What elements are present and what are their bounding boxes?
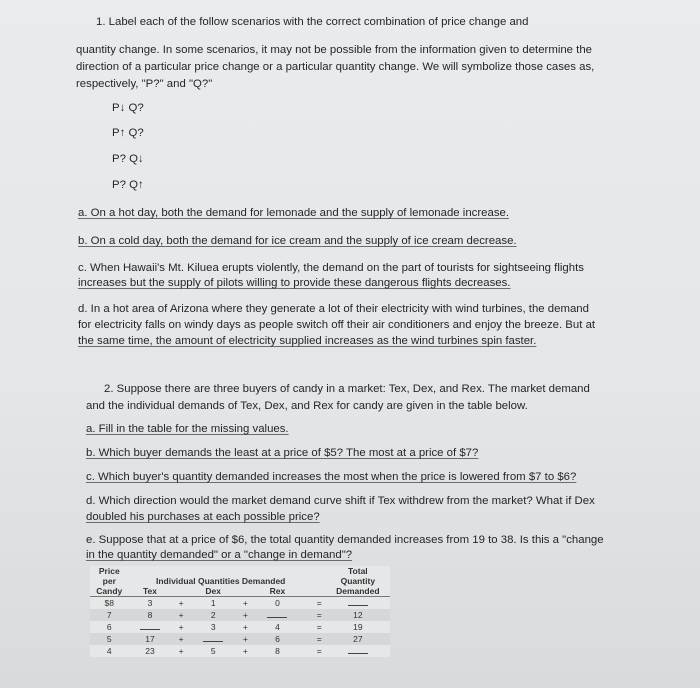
total-cell (326, 597, 390, 610)
total-cell: 27 (353, 633, 363, 644)
price-cell: 7 (106, 609, 112, 620)
q1-intro-line-1: 1. Label each of the follow scenarios with the correct combination of price change and (96, 16, 529, 28)
dex-cell: 2 (210, 609, 216, 620)
header-total-3: Demanded (326, 586, 390, 597)
price-cell: $8 (104, 597, 115, 608)
dex-cell: 1 (210, 597, 216, 608)
total-cell: 12 (353, 609, 363, 620)
table-row (90, 645, 390, 657)
plus-sign: + (242, 645, 248, 656)
plus-sign: + (242, 609, 248, 620)
dex-cell (191, 633, 236, 645)
price-cell: 6 (106, 621, 112, 632)
tex-cell: 17 (145, 633, 155, 644)
tex-cell: 3 (147, 597, 153, 608)
plus-sign: + (242, 621, 248, 632)
q1-option-3: P? Q↓ (112, 153, 144, 165)
plus-sign: + (242, 597, 248, 608)
q1-option-2: P↑ Q? (112, 127, 144, 139)
plus-sign: + (178, 645, 184, 656)
blank-answer-line (267, 609, 287, 618)
table-row (90, 633, 390, 645)
equals-sign: = (316, 645, 322, 656)
tex-cell: 23 (145, 645, 155, 656)
plus-sign: + (242, 633, 248, 644)
q2-part-e-line-2: in the quantity demanded" or a "change in demand"? (86, 549, 353, 561)
equals-sign: = (316, 597, 322, 608)
q1-scenario-b: b. On a cold day, both the demand for ice cream and the supply of ice cream decrease. (78, 235, 517, 247)
table-row (90, 597, 390, 610)
plus-sign: + (178, 621, 184, 632)
tex-cell: 8 (147, 609, 153, 620)
q1-scenario-c-line-1: c. When Hawaii's Mt. Kiluea erupts violently, the demand on the part of tourists for sightseeing flights (78, 262, 584, 274)
header-price-1: Price (98, 566, 120, 576)
header-rex: Rex (255, 586, 300, 597)
q2-part-a: a. Fill in the table for the missing values. (86, 423, 289, 435)
header-total-2: Quantity (340, 576, 376, 586)
price-cell: 5 (106, 633, 112, 644)
plus-sign: + (178, 609, 184, 620)
q1-scenario-c-line-2: increases but the supply of pilots willing to provide these dangerous flights decreases. (78, 277, 511, 289)
q2-part-b: b. Which buyer demands the least at a price of $5? The most at a price of $7? (86, 447, 479, 459)
q2-part-d-line-2: doubled his purchases at each possible price? (86, 511, 320, 523)
total-cell: 19 (353, 621, 363, 632)
q2-part-c: c. Which buyer's quantity demanded increases the most when the price is lowered from $7 to $6? (86, 471, 577, 483)
plus-sign: + (178, 633, 184, 644)
rex-cell: 4 (275, 621, 280, 632)
demand-table (90, 566, 390, 657)
header-price-2: per (102, 576, 116, 586)
total-cell (326, 645, 390, 657)
header-dex: Dex (191, 586, 236, 597)
q1-scenario-d-line-2: for electricity falls on windy days as people switch off their air conditioners and enjoy the breeze. But at (78, 319, 596, 331)
q2-intro-line-2: and the individual demands of Tex, Dex, and Rex for candy are given in the table below. (86, 400, 528, 412)
dex-cell: 3 (210, 621, 216, 632)
equals-sign: = (316, 609, 322, 620)
equals-sign: = (316, 621, 322, 632)
blank-answer-line (203, 633, 223, 642)
tex-cell (129, 621, 172, 633)
header-tex: Tex (129, 586, 172, 597)
q1-option-1: P↓ Q? (112, 102, 144, 114)
table-row (90, 621, 390, 633)
header-total-1: Total (347, 566, 368, 576)
dex-cell: 5 (210, 645, 216, 656)
q1-option-4: P? Q↑ (112, 179, 144, 191)
header-individual: Individual Quantities Demanded (155, 576, 286, 586)
q1-scenario-d-line-3: the same time, the amount of electricity supplied increases as the wind turbines spin faster. (78, 335, 537, 347)
table-row (90, 609, 390, 621)
q2-part-e-line-1: e. Suppose that at a price of $6, the total quantity demanded increases from 19 to 38. Is this a "change (86, 534, 604, 546)
q1-intro-line-3: direction of a particular price change or a particular quantity change. We will symbolize those cases as, (76, 61, 595, 73)
q1-intro-line-2: quantity change. In some scenarios, it may not be possible from the information given to determine the (76, 44, 593, 56)
q1-scenario-d-line-1: d. In a hot area of Arizona where they generate a lot of their electricity with wind turbines, the demand (78, 303, 589, 315)
q1-intro-line-4: respectively, "P?" and "Q?" (76, 78, 213, 90)
q2-part-d-line-1: d. Which direction would the market demand curve shift if Tex withdrew from the market? What if Dex (86, 495, 595, 507)
blank-answer-line (348, 645, 368, 654)
rex-cell (255, 609, 300, 621)
rex-cell: 8 (275, 645, 280, 656)
blank-answer-line (140, 621, 160, 630)
rex-cell: 0 (275, 597, 280, 608)
price-cell: 4 (106, 645, 112, 656)
blank-answer-line (348, 597, 368, 606)
equals-sign: = (316, 633, 322, 644)
q2-intro-line-1: 2. Suppose there are three buyers of candy in a market: Tex, Dex, and Rex. The market demand (104, 383, 590, 395)
header-price-3: Candy (90, 586, 129, 597)
q1-scenario-a: a. On a hot day, both the demand for lemonade and the supply of lemonade increase. (78, 207, 510, 219)
rex-cell: 6 (275, 633, 280, 644)
plus-sign: + (178, 597, 184, 608)
